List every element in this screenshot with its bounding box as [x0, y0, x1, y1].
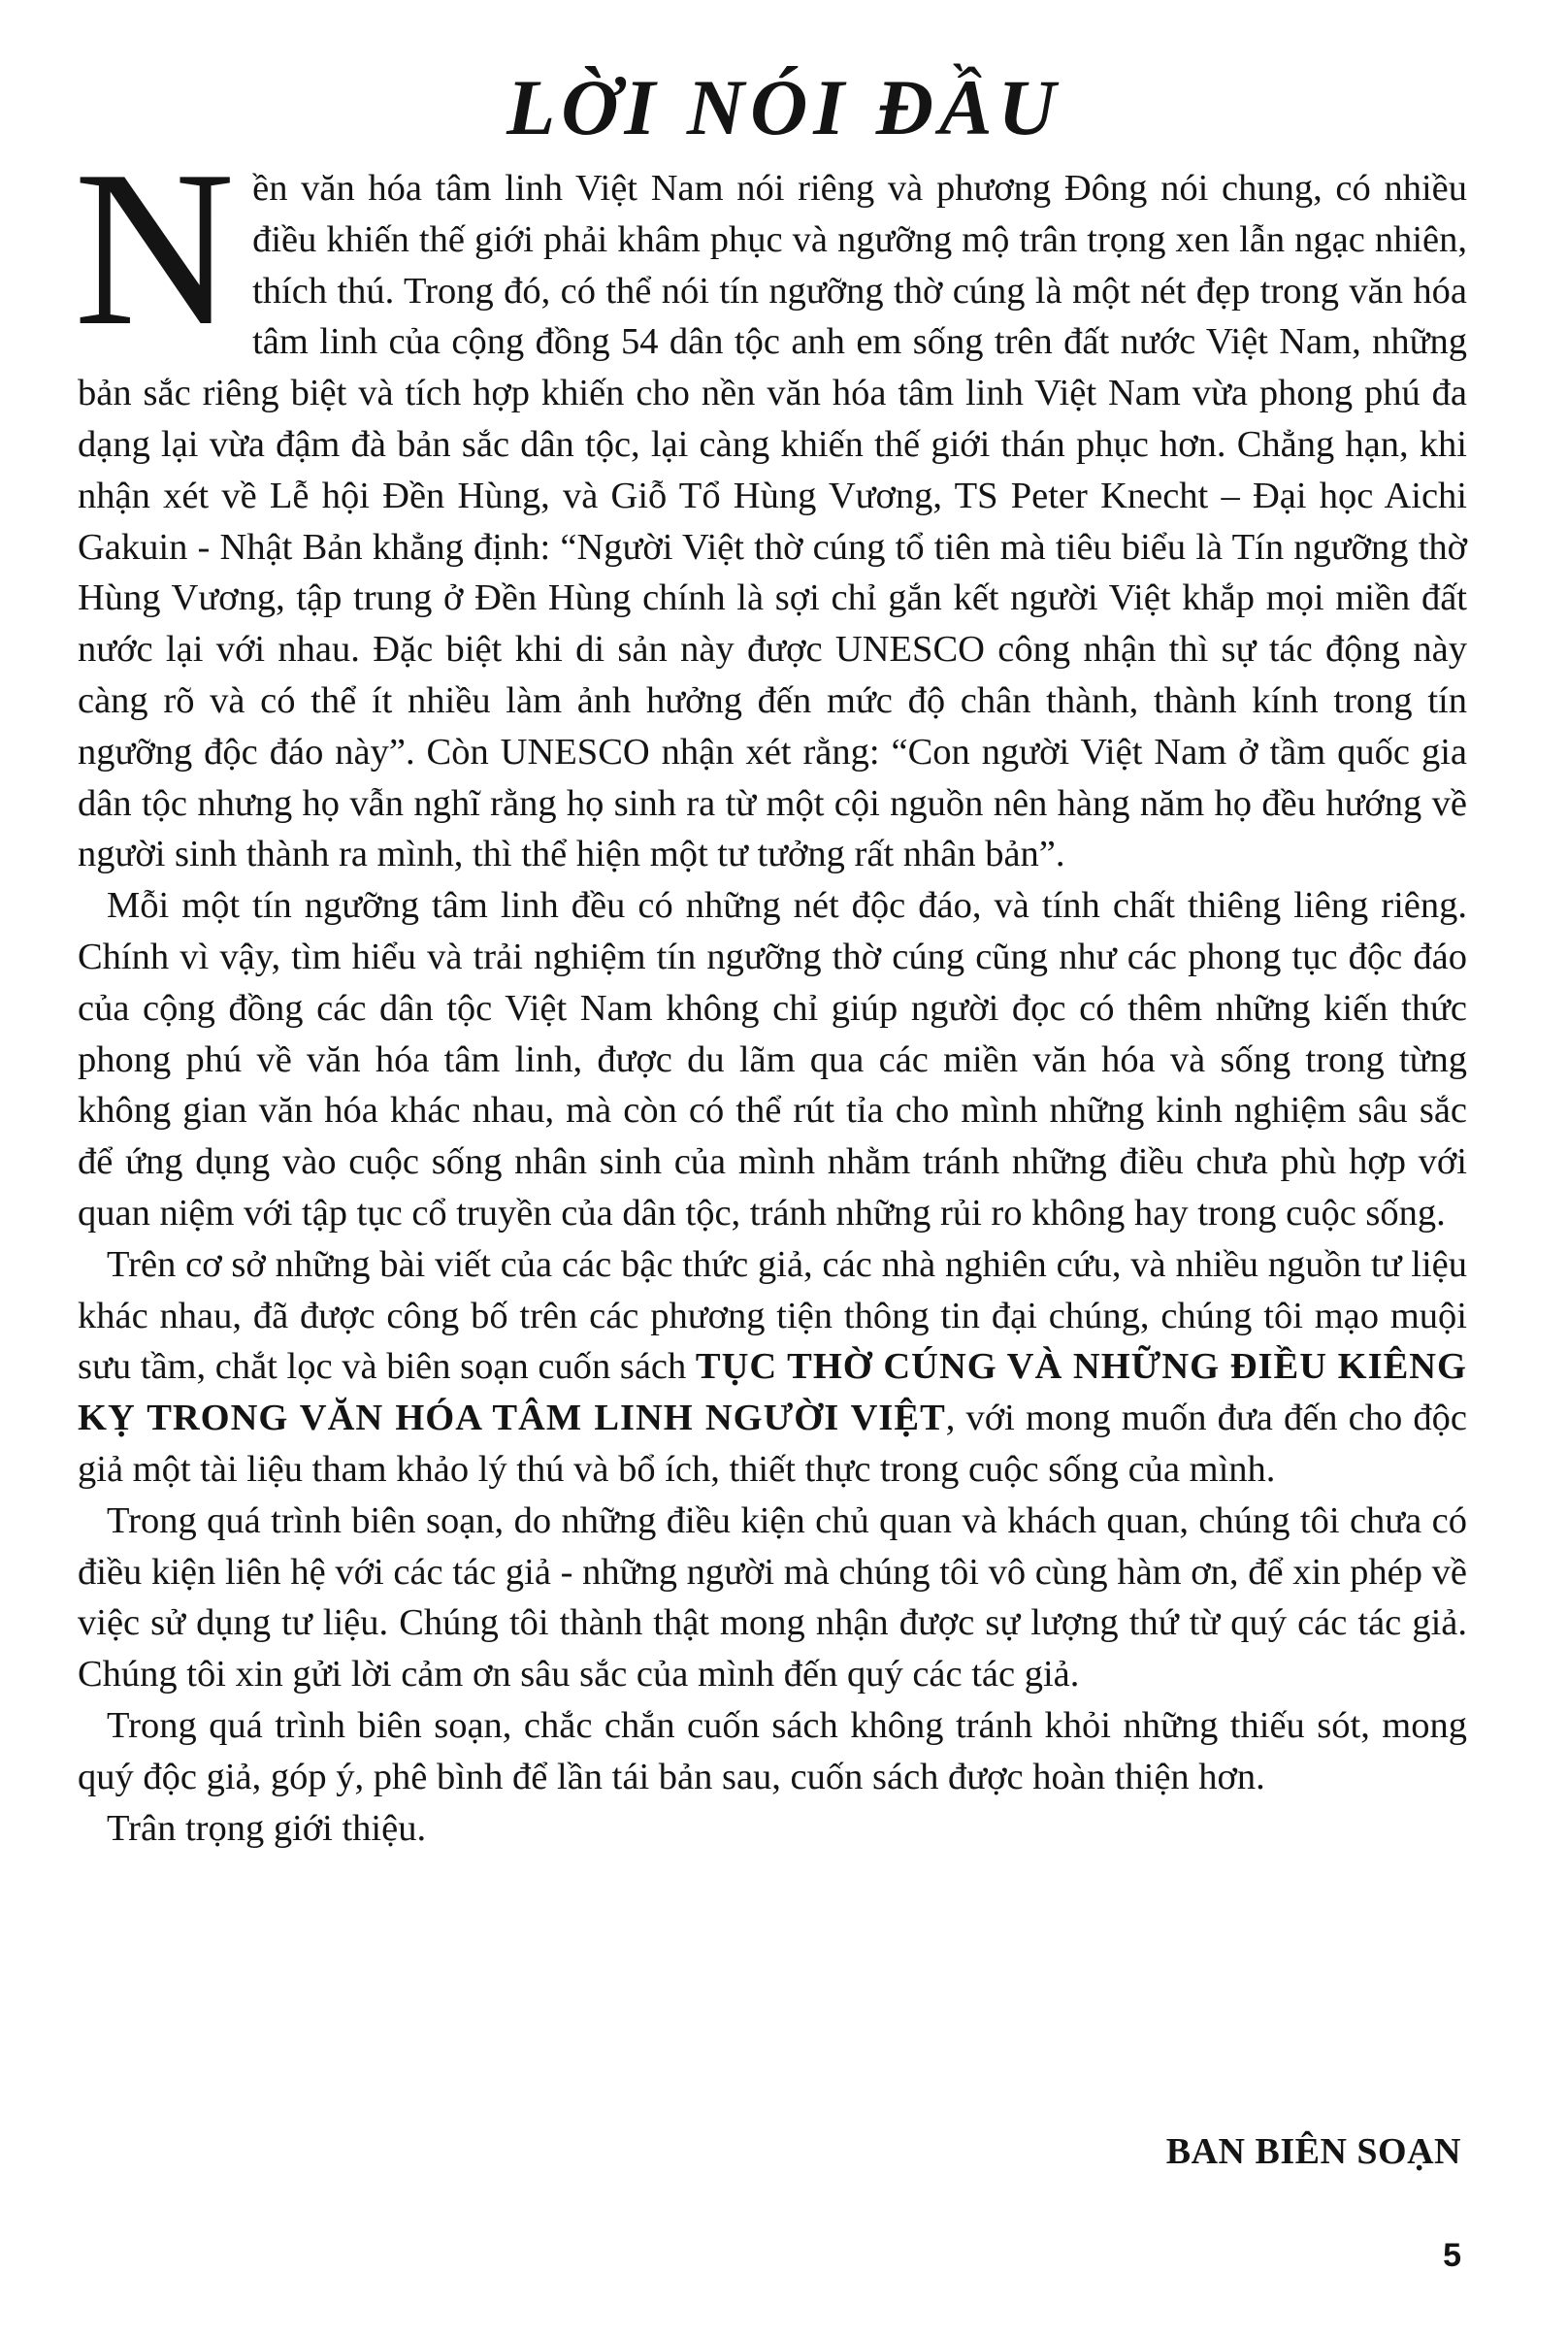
paragraph-5: Trong quá trình biên soạn, chắc chắn cuốn sách không tránh khỏi những thiếu sót, mong quý độc giả, góp ý, phê bình để lần tái bản sau, cuốn sách được hoàn thiện hơn.	[78, 1704, 1467, 1797]
book-title: TỤC THỜ CÚNG VÀ NHỮNG ĐIỀU KIÊNG KỴ TRONG VĂN HÓA TÂM LINH NGƯỜI VIỆT	[78, 1346, 1468, 1439]
paragraph-3-end: , với mong muốn đưa đến cho độc giả một tài liệu tham khảo lý thú và bổ ích, thiết thực trong cuộc sống của mình.	[78, 1398, 1467, 1490]
paragraph-2: Mỗi một tín ngưỡng tâm linh đều có những nét độc đáo, và tính chất thiêng liêng riêng. Chính vì vậy, tìm hiểu và trải nghiệm tín ngưỡng thờ cúng cũng như các phong tục độc đáo của cộng đồng các dân tộc Việt Nam không chỉ giúp người đọc có thêm những kiến thức phong phú về văn hóa tâm linh, được du lãm qua các miền văn hóa và sống trong từng không gian văn hóa khác nhau, mà còn có thể rút tỉa cho mình những kinh nghiệm sâu sắc để ứng dụng vào cuộc sống nhân sinh của mình nhằm tránh những điều chưa phù hợp với quan niệm với tập tục cổ truyền của dân tộc, tránh những rủi ro không hay trong cuộc sống.	[78, 885, 1467, 1234]
paragraph-1	[74, 124, 1467, 880]
signature: BAN BIÊN SOẠN	[1165, 2131, 1461, 2172]
paragraph-3	[78, 1239, 1467, 1496]
page-title: LỜI NÓI ĐẦU	[506, 63, 1062, 151]
paragraph-4: Trong quá trình biên soạn, do những điều kiện chủ quan và khách quan, chúng tôi chưa có điều kiện liên hệ với các tác giả - những người mà chúng tôi vô cùng hàm ơn, để xin phép về việc sử dụng tư liệu. Chúng tôi thành thật mong nhận được sự lượng thứ từ quý các tác giả. Chúng tôi xin gửi lời cảm ơn sâu sắc của mình đến quý các tác giả.	[78, 1499, 1467, 1695]
preface-body	[74, 124, 1468, 1854]
paragraph-1-text: ền văn hóa tâm linh Việt Nam nói riêng và phương Đông nói chung, có nhiều điều khiến thế giới phải khâm phục và ngưỡng mộ trân trọng xen lẫn ngạc nhiên, thích thú. Trong đó, có thể nói tín ngưỡng thờ cúng là một nét đẹp trong văn hóa tâm linh của cộng đồng 54 dân tộc anh em sống trên đất nước Việt Nam, những bản sắc riêng biệt và tích hợp khiến cho nền văn hóa tâm linh Việt Nam vừa phong phú đa dạng lại vừa đậm đà bản sắc dân tộc, lại càng khiến thế giới thán phục hơn. Chẳng hạn, khi nhận xét về Lễ hội Đền Hùng, và Giỗ Tổ Hùng Vương, TS Peter Knecht – Đại học Aichi Gakuin - Nhật Bản khẳng định: “Người Việt thờ cúng tổ tiên mà tiêu biểu là Tín ngưỡng thờ Hùng Vương, tập trung ở Đền Hùng chính là sợi chỉ gắn kết người Việt khắp mọi miền đất nước lại với nhau. Đặc biệt khi di sản này được UNESCO công nhận thì sự tác động này càng rõ và có thể ít nhiều làm ảnh hưởng đến mức độ chân thành, thành kính trong tín ngưỡng độc đáo này”. Còn UNESCO nhận xét rằng: “Con người Việt Nam ở tầm quốc gia dân tộc nhưng họ vẫn nghĩ rằng họ sinh ra từ một cội nguồn nên hàng năm họ đều hướng về người sinh thành ra mình, thì thể hiện một tư tưởng rất nhân bản”.	[78, 168, 1467, 875]
drop-cap: N	[74, 124, 236, 372]
paragraph-3-start: Trên cơ sở những bài viết của các bậc thức giả, các nhà nghiên cứu, và nhiều nguồn tư liệu khác nhau, đã được công bố trên các phương tiện thông tin đại chúng, chúng tôi mạo muội sưu tầm, chắt lọc và biên soạn cuốn sách	[78, 1243, 1467, 1388]
page-number: 5	[1443, 2237, 1461, 2274]
paragraph-6: Trân trọng giới thiệu.	[107, 1807, 427, 1849]
